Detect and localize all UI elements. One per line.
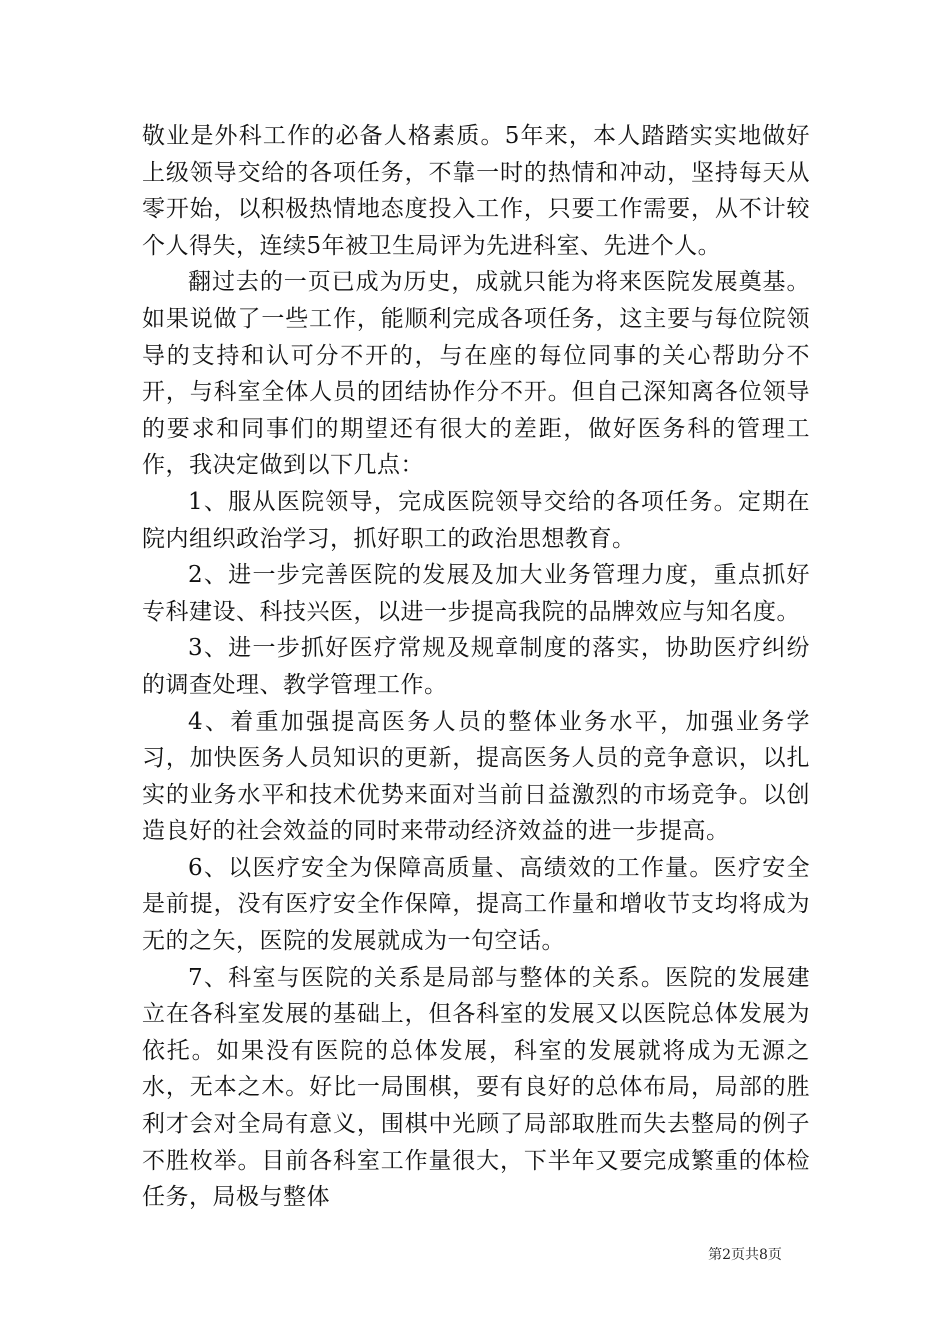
paragraph-item-6: 6、以医疗安全为保障高质量、高绩效的工作量。医疗安全是前提，没有医疗安全作保障，提高工作量和增收节支均将成为无的之矢，医院的发展就成为一句空话。 [142,854,810,955]
paragraph-2: 翻过去的一页已成为历史，成就只能为将来医院发展奠基。如果说做了一些工作，能顺利完成各项任务，这主要与每位院领导的支持和认可分不开的，与在座的每位同事的关心帮助分不开，与科室全体人员的团结协作分不开。但自己深知离各位领导的要求和同事们的期望还有很大的差距，做好医务科的管理工作，我决定做到以下几点： [142,269,810,479]
paragraph-1: 敬业是外科工作的必备人格素质。5年来，本人踏踏实实地做好上级领导交给的各项任务，不靠一时的热情和冲动，坚持每天从零开始，以积极热情地态度投入工作，只要工作需要，从不计较个人得失，连续5年被卫生局评为先进科室、先进个人。 [142,123,810,259]
paragraph-item-3: 3、进一步抓好医疗常规及规章制度的落实，协助医疗纠纷的调查处理、教学管理工作。 [142,635,810,698]
document-body [142,118,810,1216]
page-number-footer: 第2页共8页 [708,1247,782,1263]
paragraph-item-7: 7、科室与医院的关系是局部与整体的关系。医院的发展建立在各科室发展的基础上，但各科室的发展又以医院总体发展为依托。如果没有医院的总体发展，科室的发展就将成为无源之水，无本之木。好比一局围棋，要有良好的总体布局，局部的胜利才会对全局有意义，围棋中光顾了局部取胜而失去整局的例子不胜枚举。目前各科室工作量很大，下半年又要完成繁重的体检任务，局极与整体 [142,964,810,1211]
paragraph-item-4: 4、着重加强提高医务人员的整体业务水平，加强业务学习，加快医务人员知识的更新，提高医务人员的竞争意识，以扎实的业务水平和技术优势来面对当前日益激烈的市场竞争。以创造良好的社会效益的同时来带动经济效益的进一步提高。 [142,708,810,845]
paragraph-item-2: 2、进一步完善医院的发展及加大业务管理力度，重点抓好专科建设、科技兴医，以进一步提高我院的品牌效应与知名度。 [142,562,810,625]
paragraph-item-1: 1、服从医院领导，完成医院领导交给的各项任务。定期在院内组织政治学习，抓好职工的政治思想教育。 [142,488,810,552]
